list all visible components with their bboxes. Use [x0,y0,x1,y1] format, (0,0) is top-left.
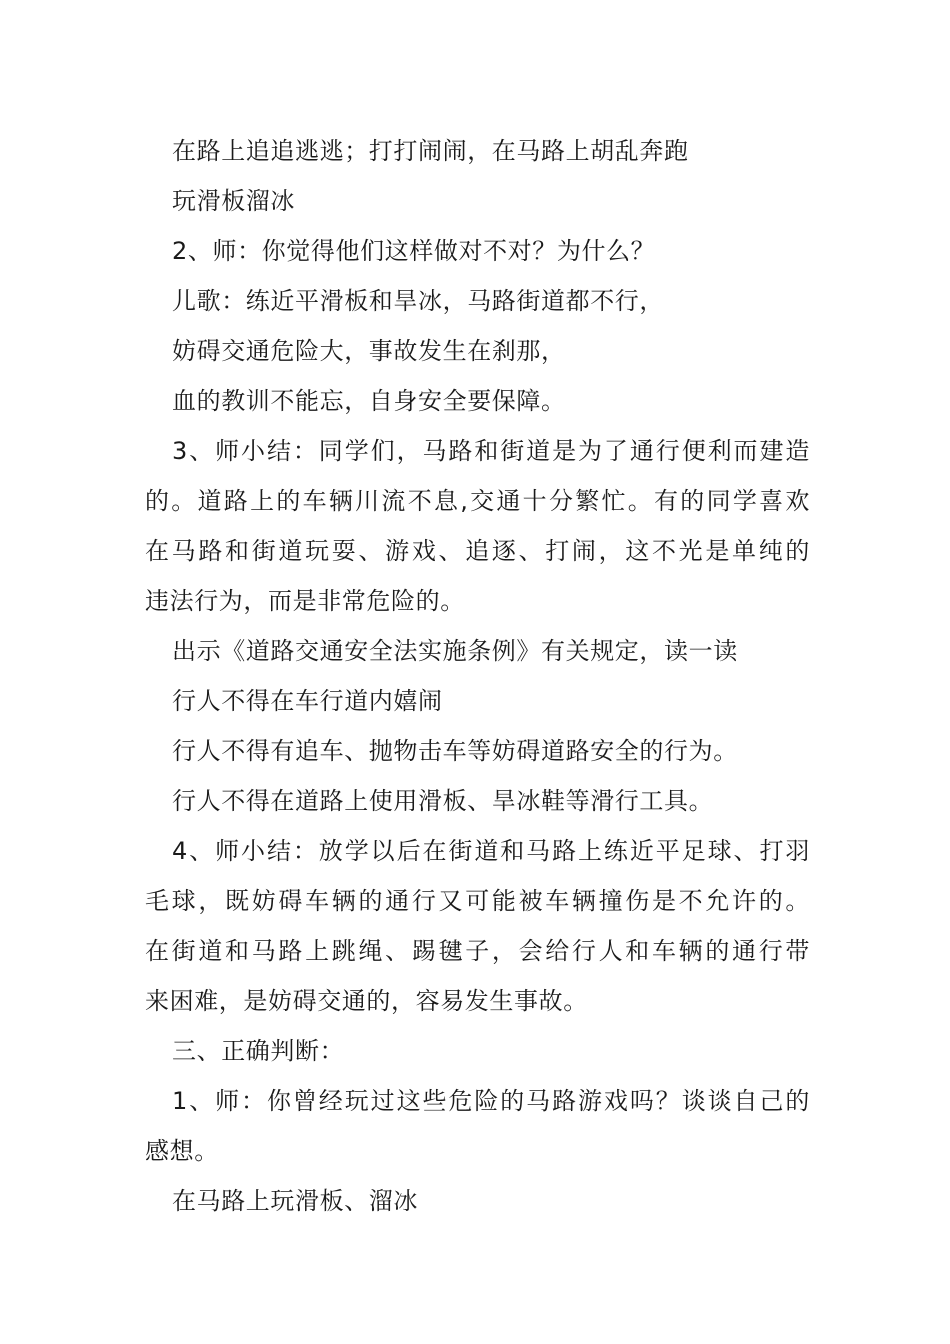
paragraph-line: 来困难，是妨碍交通的，容易发生事故。 [145,987,588,1015]
text-line: 妨碍交通危险大，事故发生在刹那， [172,337,566,365]
text-line: 出示《道路交通安全法实施条例》有关规定，读一读 [172,637,738,665]
text-line: 玩滑板溜冰 [172,187,295,215]
paragraph-line: 毛球，既妨碍车辆的通行又可能被车辆撞伤是不允许的。 [145,887,810,915]
text-line: 2、师：你觉得他们这样做对不对？为什么？ [172,237,656,265]
paragraph-line: 在街道和马路上跳绳、踢毽子，会给行人和车辆的通行带 [145,937,810,965]
text-line: 儿歌：练近平滑板和旱冰，马路街道都不行， [172,287,664,315]
text-line: 行人不得在车行道内嬉闹 [172,687,443,715]
paragraph-line: 违法行为，而是非常危险的。 [145,587,465,615]
text-line: 在路上追追逃逃；打打闹闹，在马路上胡乱奔跑 [172,137,689,165]
section-heading: 三、正确判断： [172,1037,345,1065]
paragraph-line: 感想。 [145,1137,219,1165]
text-line: 在马路上玩滑板、溜冰 [172,1187,418,1215]
paragraph-line: 4、师小结：放学以后在街道和马路上练近平足球、打羽 [172,837,810,865]
paragraph-line: 1、师：你曾经玩过这些危险的马路游戏吗？谈谈自己的 [172,1087,810,1115]
text-line: 行人不得在道路上使用滑板、旱冰鞋等滑行工具。 [172,787,714,815]
text-line: 行人不得有追车、抛物击车等妨碍道路安全的行为。 [172,737,738,765]
paragraph-line: 在马路和街道玩耍、游戏、追逐、打闹，这不光是单纯的 [145,537,810,565]
text-line: 血的教训不能忘，自身安全要保障。 [172,387,566,415]
paragraph-line: 3、师小结：同学们，马路和街道是为了通行便利而建造 [172,437,810,465]
paragraph-line: 的。道路上的车辆川流不息,交通十分繁忙。有的同学喜欢 [145,487,810,515]
